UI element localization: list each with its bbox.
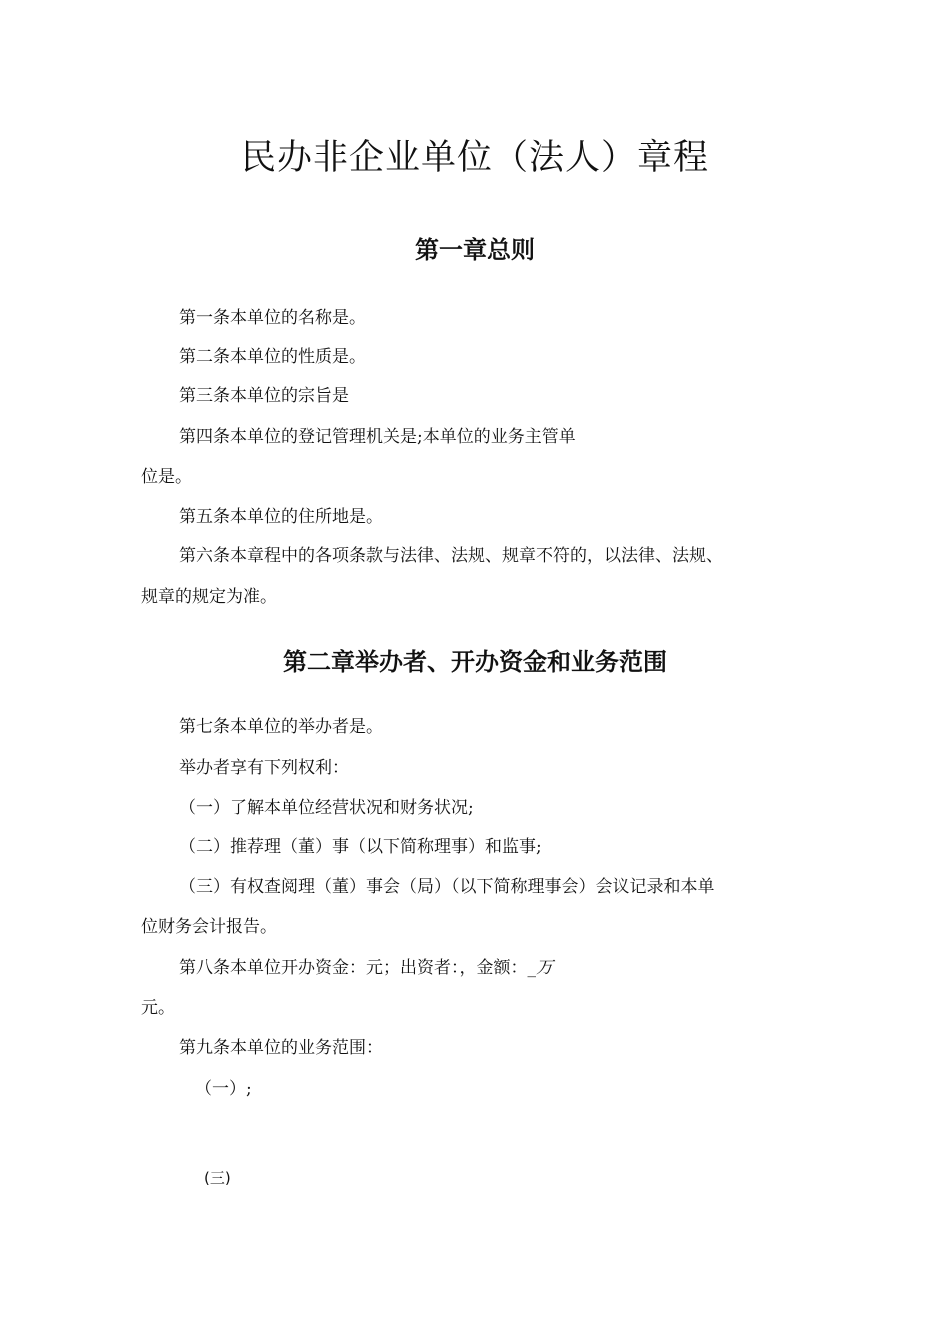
article-5: 第五条本单位的住所地是。 [179, 507, 383, 527]
article-4-line-2: 位是。 [141, 467, 192, 487]
article-2: 第二条本单位的性质是。 [179, 347, 366, 367]
right-item-2: （二）推荐理（董）事（以下简称理事）和监事; [179, 837, 542, 857]
article-4-line-1: 第四条本单位的登记管理机关是;本单位的业务主管单 [179, 427, 576, 447]
right-item-3-line-1: （三）有权查阅理（董）事会（局）（以下简称理事会）会议记录和本单 [179, 877, 715, 897]
chapter-2-heading: 第二章举办者、开办资金和业务范围 [283, 648, 667, 676]
rights-intro: 举办者享有下列权利： [179, 758, 349, 778]
scope-item-1: （一）; [195, 1079, 252, 1099]
document-title: 民办非企业单位（法人）章程 [240, 138, 709, 178]
right-item-1: （一）了解本单位经营状况和财务状况; [179, 798, 474, 818]
article-3: 第三条本单位的宗旨是 [179, 386, 349, 406]
article-6-line-1: 第六条本章程中的各项条款与法律、法规、规章不符的，以法律、法规、 [179, 546, 723, 566]
article-8-line-2: 元。 [141, 998, 175, 1018]
scope-item-3: (三) [204, 1169, 231, 1187]
article-6-line-2: 规章的规定为准。 [141, 587, 277, 607]
article-8-amount-blank: _万 [527, 958, 553, 978]
chapter-1-heading: 第一章总则 [415, 236, 535, 264]
article-7: 第七条本单位的举办者是。 [179, 717, 383, 737]
article-9: 第九条本单位的业务范围： [179, 1038, 383, 1058]
article-1: 第一条本单位的名称是。 [179, 308, 366, 328]
right-item-3-line-2: 位财务会计报告。 [141, 917, 277, 937]
article-8-line-1 [179, 956, 553, 980]
article-8-text: 第八条本单位开办资金：元；出资者：，金额： [179, 958, 528, 978]
